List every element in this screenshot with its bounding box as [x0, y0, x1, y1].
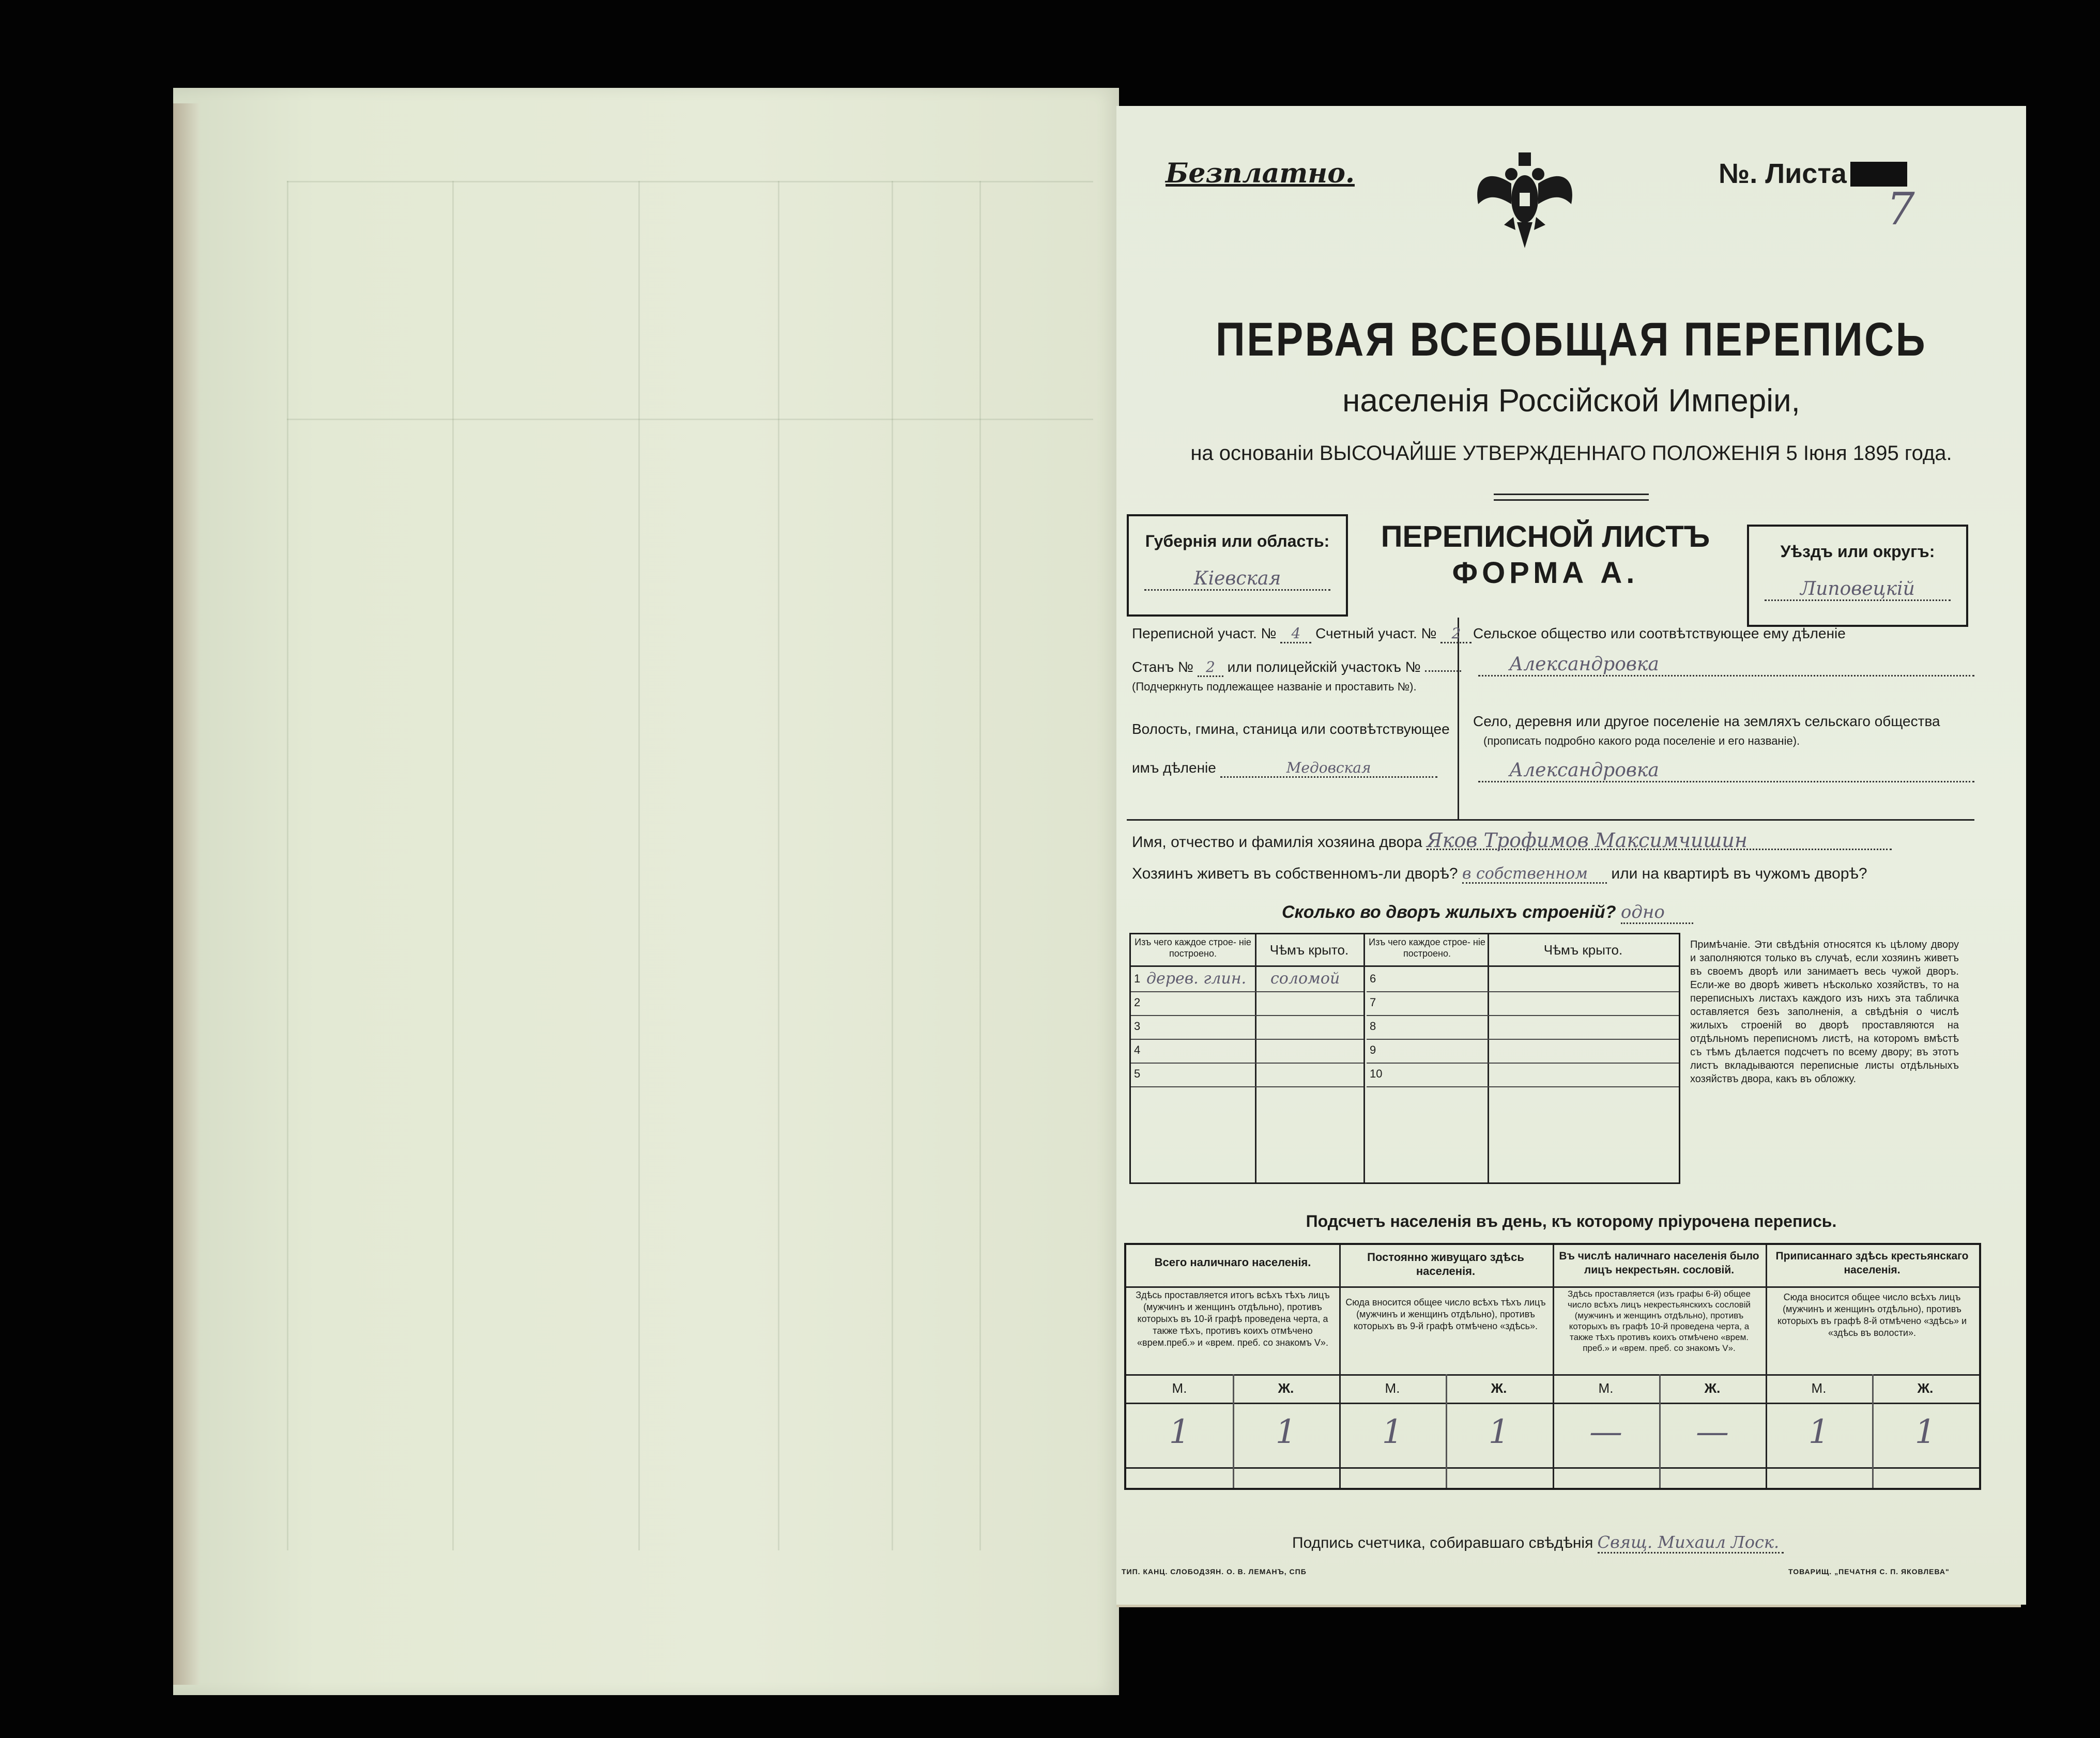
volost-value: Медовская	[1220, 760, 1437, 778]
district-value: Липовецкій	[1765, 578, 1951, 601]
location-bottom-rule	[1127, 819, 1974, 821]
village-label: Село, деревня или другое поселеніе на земляхъ сельскаго общества	[1473, 713, 1940, 729]
table-rule	[1126, 1286, 1979, 1288]
row-number: 1	[1134, 972, 1141, 985]
underline-note: (Подчеркнуть подлежащее названіе и проставить №).	[1132, 680, 1417, 693]
row-number: 7	[1370, 996, 1376, 1009]
col-material-right: Изъ чего каждое строе- ніе построено.	[1369, 937, 1485, 959]
ornament-divider	[1494, 494, 1649, 501]
row-number: 9	[1370, 1043, 1376, 1056]
volost-line	[1132, 760, 1437, 778]
row-roof: соломой	[1270, 970, 1340, 988]
count-value: 1	[1808, 1413, 1830, 1451]
village-note: (прописать подробно какого рода поселеніе и его названіе).	[1483, 734, 1800, 747]
count-value: 1	[1382, 1413, 1403, 1451]
signature-label: Подпись счетчика, собиравшаго свѣдѣнія	[1292, 1534, 1593, 1551]
province-value: Кіевская	[1144, 568, 1330, 591]
residence-label-2: или на квартирѣ въ чужомъ дворѣ?	[1611, 865, 1867, 882]
table-rule	[1126, 1374, 1979, 1376]
ghost-rule	[892, 181, 893, 1550]
pop-col-desc: Сюда вносится общее число всѣхъ тѣхъ лицъ (мужчинъ и женщинъ отдѣльно), противъ которыхъ въ 9-й графѣ отмѣчено «здѣсь».	[1345, 1297, 1546, 1331]
count-value: —	[1696, 1413, 1729, 1451]
table-rule	[1553, 1245, 1554, 1488]
counting-district-value: 2	[1440, 625, 1471, 643]
table-rule	[1766, 1245, 1767, 1488]
pop-col-desc: Здѣсь проставляется итогъ всѣхъ тѣхъ лицъ (мужчинъ и женщинъ отдѣльно), противъ которыхъ въ 10-й графѣ проведена черта, а также тѣхъ, противъ коихъ отмѣчено «врем.преб.» и «врем. преб. со знакомъ V».	[1136, 1290, 1330, 1348]
census-district-label: Переписной участ. №	[1132, 625, 1277, 641]
pop-col-head: Въ числѣ наличнаго населенія было лицъ некрестьян. сословій.	[1559, 1250, 1759, 1276]
location-divider	[1458, 618, 1459, 819]
ghost-rule	[287, 181, 288, 1550]
police-label: или полицейскій участокъ №	[1227, 659, 1421, 675]
female-label: Ж.	[1491, 1380, 1507, 1396]
left-page-edge	[173, 103, 199, 1685]
buildings-note: Примѣчаніе. Эти свѣдѣнія относятся къ цѣлому двору и заполняются только въ случаѣ, если хозяинъ живетъ въ своемъ дворѣ или занимаетъ весь чужой дворъ. Если-же во дворѣ живетъ нѣсколько хозяйствъ, то на переписныхъ листахъ каждого изъ нихъ эта табличка оставляется безъ заполненія, а свѣдѣнія о числѣ жилыхъ строеній во дворѣ проставляются на отдѣльномъ переписномъ листѣ, на которомъ вмѣстѣ съ тѣмъ дѣлается подсчетъ по всему двору; въ этотъ листъ вкладываются переписные листы отдѣльныхъ хозяйствъ двора, какъ въ обложку.	[1690, 939, 1959, 1085]
pop-col-desc: Сюда вносится общее число всѣхъ лицъ (мужчинъ и женщинъ отдѣльно), противъ которыхъ въ графѣ 8-й отмѣчено «здѣсь» и «здѣсь въ волости».	[1777, 1292, 1967, 1338]
ghost-rule	[778, 181, 779, 1550]
legal-basis: на основаніи ВЫСОЧАЙШЕ УТВЕРЖДЕННАГО ПОЛОЖЕНІЯ 5 Іюня 1895 года.	[1190, 442, 1952, 465]
male-label: М.	[1598, 1380, 1614, 1396]
signature-line	[1292, 1532, 1784, 1554]
population-title: Подсчетъ населенія въ день, къ которому пріурочена перепись.	[1306, 1212, 1837, 1231]
sheet-title: ПЕРЕПИСНОЙ ЛИСТЪ	[1381, 520, 1710, 553]
province-box	[1127, 514, 1348, 617]
table-row	[1131, 1064, 1363, 1087]
table-row	[1131, 992, 1363, 1016]
volost-label: Волость, гмина, станица или соотвѣтствующее	[1132, 721, 1450, 737]
col-material-left: Изъ чего каждое строе- ніе построено.	[1135, 937, 1251, 959]
table-row	[1131, 1040, 1363, 1064]
community-value: Александровка	[1478, 654, 1974, 676]
row-number: 3	[1134, 1020, 1141, 1033]
ghost-rule	[287, 181, 1093, 182]
ghost-rule	[638, 181, 640, 1550]
count-value: 1	[1275, 1413, 1297, 1451]
table-row	[1131, 968, 1363, 992]
village-value: Александровка	[1478, 760, 1974, 782]
male-label: М.	[1811, 1380, 1827, 1396]
buildings-value: одно	[1621, 902, 1693, 924]
row-number: 4	[1134, 1043, 1141, 1056]
stan-value: 2	[1198, 659, 1223, 677]
col-roof-right: Чѣмъ крыто.	[1543, 942, 1623, 958]
row-material: дерев. глин.	[1146, 970, 1247, 988]
province-label: Губернія или область:	[1145, 532, 1330, 550]
ghost-rule	[287, 419, 1093, 420]
table-row	[1367, 968, 1679, 992]
female-label: Ж.	[1917, 1380, 1934, 1396]
table-rule	[1339, 1245, 1341, 1488]
pop-col-head: Всего наличнаго населенія.	[1154, 1256, 1311, 1269]
stan-label: Станъ №	[1132, 659, 1194, 675]
table-row	[1367, 992, 1679, 1016]
table-row	[1367, 1040, 1679, 1064]
ghost-rule	[979, 181, 981, 1550]
form-name: ФОРМА А.	[1452, 556, 1639, 590]
col-roof-left: Чѣмъ крыто.	[1269, 942, 1349, 958]
census-title: ПЕРВАЯ ВСЕОБЩАЯ ПЕРЕПИСЬ	[1215, 313, 1927, 366]
female-label: Ж.	[1278, 1380, 1294, 1396]
buildings-label: Сколько во дворъ жилыхъ строеній?	[1282, 902, 1616, 922]
rows-right	[1367, 968, 1679, 1087]
population-table	[1124, 1243, 1981, 1490]
stan-line	[1132, 659, 1461, 677]
male-label: М.	[1385, 1380, 1400, 1396]
residence-line	[1132, 866, 1867, 884]
pop-col-desc: Здѣсь проставляется (изъ графы 6-й) общее число всѣхъ лицъ некрестьянскихъ сословій (мужчинъ и женщинъ отдѣльно), противъ которыхъ въ графѣ 10-й проведена черта, а также тѣхъ противъ коихъ отмѣчено «врем. преб.» и «врем. преб. со знакомъ V».	[1568, 1289, 1751, 1353]
count-value: —	[1589, 1413, 1622, 1451]
pop-col-head: Постоянно живущаго здѣсь населенія.	[1367, 1251, 1524, 1278]
counting-district-label: Счетный участ. №	[1315, 625, 1437, 641]
census-district-value: 4	[1280, 625, 1311, 643]
table-rule	[1131, 965, 1679, 967]
census-district-line	[1132, 625, 1471, 643]
residence-value: в собственном	[1462, 866, 1607, 884]
count-value: 1	[1488, 1413, 1510, 1451]
owner-label: Имя, отчество и фамилія хозяина двора	[1132, 834, 1422, 851]
census-subtitle: населенія Россійской Имперіи,	[1342, 383, 1800, 419]
pop-col-head: Приписаннаго здѣсь крестьянскаго населенія.	[1775, 1250, 1969, 1276]
male-label: М.	[1172, 1380, 1187, 1396]
row-number: 8	[1370, 1020, 1376, 1033]
buildings-line	[1282, 902, 1693, 924]
signature-value: Свящ. Михаил Лоск.	[1598, 1532, 1784, 1554]
buildings-table	[1129, 933, 1680, 1184]
row-number: 2	[1134, 996, 1141, 1009]
census-form-page	[1116, 106, 2026, 1605]
table-row	[1131, 1016, 1363, 1040]
sheet-number-label: №. Листа	[1719, 158, 1847, 189]
free-label: Безплатно.	[1166, 158, 1355, 189]
district-label: Уѣздъ или округъ:	[1780, 542, 1935, 561]
row-number: 6	[1370, 972, 1376, 985]
table-row	[1367, 1016, 1679, 1040]
double-eagle-emblem-icon	[1468, 147, 1582, 251]
volost-label-2: имъ дѣленіе	[1132, 760, 1216, 776]
sheet-number-value: 7	[1887, 183, 1915, 235]
row-number: 10	[1370, 1067, 1383, 1080]
table-rule	[1126, 1403, 1979, 1404]
count-value: 1	[1169, 1413, 1190, 1451]
community-label: Сельское общество или соотвѣтствующее ему дѣленіе	[1473, 625, 1846, 641]
district-box	[1747, 525, 1968, 627]
rows-left	[1131, 968, 1363, 1087]
owner-value: Яков Трофимов Максимчишин	[1427, 832, 1892, 850]
table-rule	[1126, 1467, 1979, 1469]
police-value	[1425, 670, 1461, 672]
row-number: 5	[1134, 1067, 1141, 1080]
count-value: 1	[1914, 1413, 1936, 1451]
owner-line	[1132, 829, 1892, 852]
printer-right: ТОВАРИЩ. „ПЕЧАТНЯ С. П. ЯКОВЛЕВА"	[1788, 1567, 1950, 1576]
table-row	[1367, 1064, 1679, 1087]
printer-left: ТИП. КАНЦ. СЛОБОДЗЯН. О. В. ЛЕМАНЪ, СПБ	[1122, 1567, 1307, 1576]
redaction-block	[1850, 162, 1907, 187]
ghost-rule	[452, 181, 454, 1550]
left-page	[173, 88, 1119, 1695]
female-label: Ж.	[1704, 1380, 1721, 1396]
residence-label-1: Хозяинъ живетъ въ собственномъ-ли дворѣ?	[1132, 865, 1458, 882]
